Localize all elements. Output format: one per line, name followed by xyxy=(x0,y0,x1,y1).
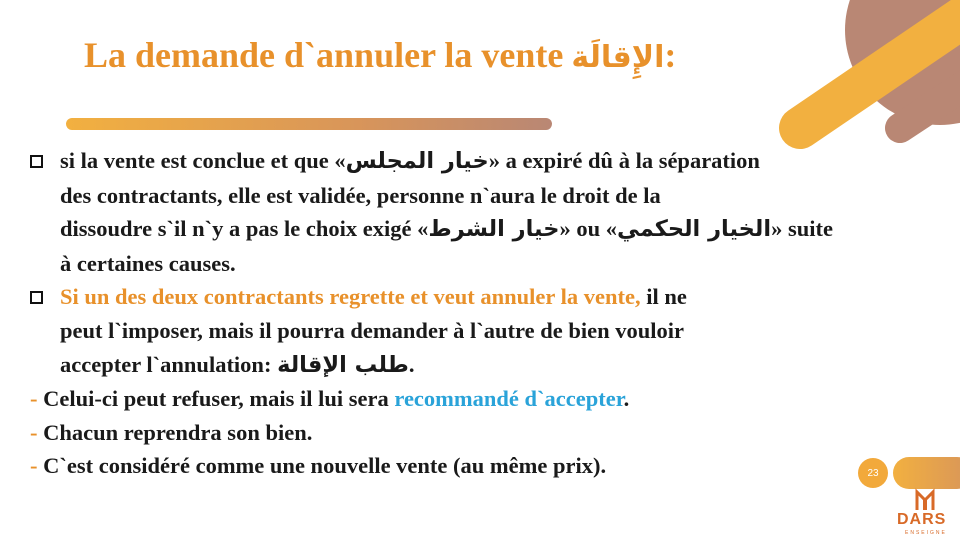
slide-body xyxy=(30,144,940,483)
dash-marker: - xyxy=(30,453,44,479)
bullet1-line4: à certaines causes. xyxy=(60,250,236,276)
title-text: La demande d`annuler la vente xyxy=(84,35,564,75)
text-segment: » suite xyxy=(771,216,833,242)
bullet-item-2 xyxy=(30,280,940,382)
text-segment: » ou « xyxy=(559,216,617,242)
dash-marker: - xyxy=(30,386,44,412)
bullet2-line3 xyxy=(60,348,940,383)
bullet2-line1 xyxy=(60,280,940,314)
bullet1-line2: des contractants, elle est validée, personne n`aura le droit de la xyxy=(60,182,661,208)
checkbox-bullet-icon xyxy=(30,291,43,304)
bullet1-line3 xyxy=(60,212,940,247)
checkbox-bullet-icon xyxy=(30,155,43,168)
text-segment: » a expiré dû à la séparation xyxy=(488,148,760,173)
title-arabic: الإِقالَة xyxy=(571,40,665,75)
title-colon: : xyxy=(664,35,677,75)
text-segment: accepter l`annulation: xyxy=(60,351,278,377)
arabic-term: الخيار الحكمي xyxy=(616,216,772,243)
text-segment: C`est considéré comme une nouvelle vente (au même prix). xyxy=(43,453,607,479)
dash-item-3 xyxy=(30,449,940,483)
text-segment: Celui-ci peut refuser, mais il lui sera xyxy=(43,386,395,412)
logo-name: DARS xyxy=(897,511,947,528)
text-segment: il ne xyxy=(640,284,687,310)
bullet-item-1 xyxy=(30,144,940,280)
bullet2-line2: peut l`imposer, mais il pourra demander à l`autre de bien vouloir xyxy=(60,317,684,343)
logo-tagline: ENSEIGNE xyxy=(905,530,947,536)
arabic-term: خيار الشرط xyxy=(428,216,560,243)
dash-marker: - xyxy=(30,419,44,445)
bullet1-line1 xyxy=(60,144,940,179)
slide-title xyxy=(84,34,676,76)
title-underline xyxy=(66,118,552,130)
dash-item-1 xyxy=(30,382,940,416)
text-segment: dissoudre s`il n`y a pas le choix exigé « xyxy=(60,216,429,242)
text-segment: Chacun reprendra son bien. xyxy=(43,419,313,445)
highlight-text: Si un des deux contractants regrette et veut annuler la vente, xyxy=(60,284,641,310)
text-segment: . xyxy=(408,351,415,377)
highlight-text: recommandé d`accepter xyxy=(394,386,624,412)
text-segment: si la vente est conclue et que « xyxy=(60,148,346,173)
arabic-term: خيار المجلس xyxy=(345,148,489,174)
page-number: 23 xyxy=(858,458,888,488)
arabic-term: طلب الإقالة xyxy=(277,351,409,378)
dash-item-2 xyxy=(30,416,940,450)
page-number-bar xyxy=(893,457,960,489)
text-segment: . xyxy=(623,386,630,412)
